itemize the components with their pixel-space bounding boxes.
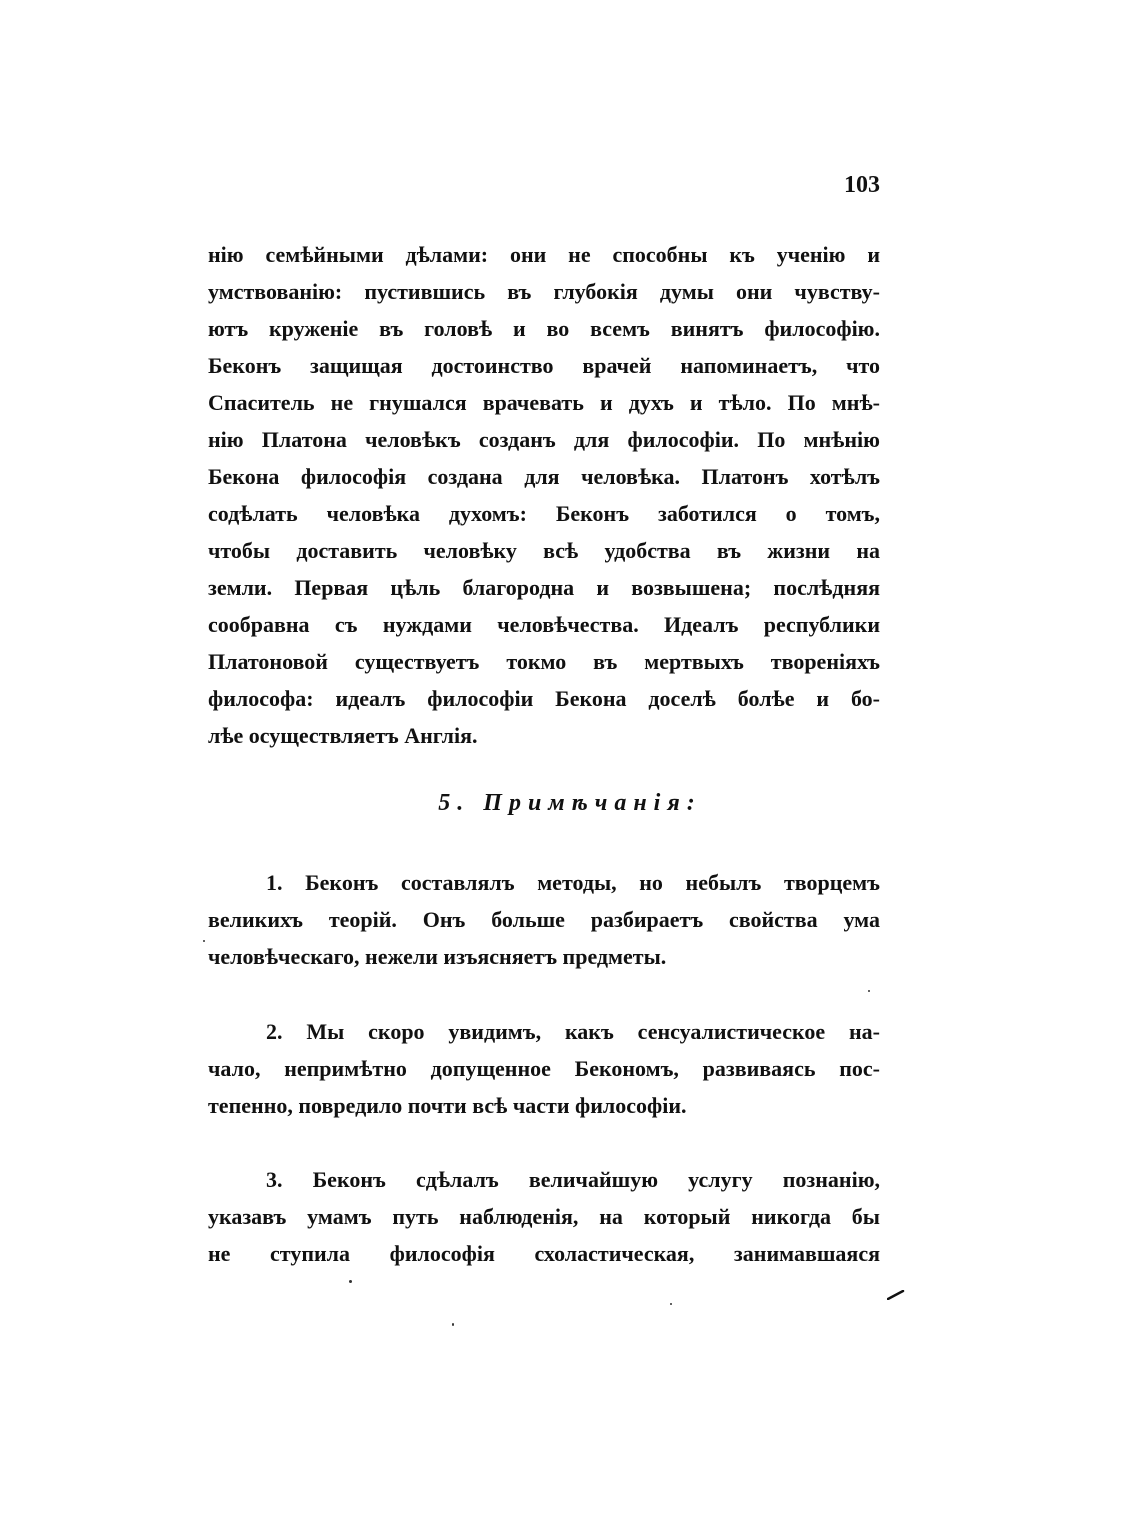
- ink-mark-icon: [887, 1290, 905, 1300]
- note-line: не ступила философія схоластическая, занимавшаяся: [208, 1241, 880, 1266]
- text-line: ютъ круженіе въ головѣ и во всемъ винятъ философію.: [208, 316, 880, 341]
- scan-speck: [868, 990, 870, 992]
- scan-speck: [670, 1303, 672, 1305]
- text-line: Беконъ защищая достоинство врачей напоминаетъ, что: [208, 353, 880, 378]
- note-line: чало, непримѣтно допущенное Бекономъ, развиваясь пос-: [208, 1056, 880, 1081]
- page-number: 103: [844, 172, 880, 198]
- text-line: умствованію: пустившись въ глубокія думы они чувству-: [208, 279, 880, 304]
- note-2: [208, 1013, 880, 1124]
- section-heading: 5. Примѣчанія:: [438, 790, 702, 816]
- scan-speck: [452, 1323, 454, 1326]
- text-line: нію Платона человѣкъ созданъ для философіи. По мнѣнію: [208, 427, 880, 452]
- note-3: [208, 1161, 880, 1272]
- note-line: человѣческаго, нежели изъясняетъ предметы.: [208, 944, 667, 969]
- text-line: философа: идеалъ философіи Бекона доселѣ болѣе и бо-: [208, 686, 880, 711]
- text-line: содѣлать человѣка духомъ: Беконъ заботился о томъ,: [208, 501, 880, 526]
- text-line: лѣе осуществляетъ Англія.: [208, 723, 478, 748]
- text-line: чтобы доставить человѣку всѣ удобства въ жизни на: [208, 538, 880, 563]
- text-line: земли. Первая цѣль благородна и возвышена; послѣдняя: [208, 575, 880, 600]
- text-line: Платоновой существуетъ токмо въ мертвыхъ твореніяхъ: [208, 649, 880, 674]
- text-line: Бекона философія создана для человѣка. Платонъ хотѣлъ: [208, 464, 880, 489]
- note-line: 3. Беконъ сдѣлалъ величайшую услугу познанію,: [266, 1167, 880, 1192]
- text-line: Спаситель не гнушался врачевать и духъ и тѣло. По мнѣ-: [208, 390, 880, 415]
- text-line: сообравна съ нуждами человѣчества. Идеалъ республики: [208, 612, 880, 637]
- text-line: нію семѣйными дѣлами: они не способны къ ученію и: [208, 242, 880, 267]
- scan-speck: [203, 940, 205, 942]
- note-line: 1. Беконъ составлялъ методы, но небылъ творцемъ: [266, 870, 880, 895]
- scan-speck: [349, 1280, 352, 1283]
- note-line: указавъ умамъ путь наблюденія, на который никогда бы: [208, 1204, 880, 1229]
- note-line: великихъ теорій. Онъ больше разбираетъ свойства ума: [208, 907, 880, 932]
- note-1: [208, 864, 880, 975]
- note-line: тепенно, повредило почти всѣ части философіи.: [208, 1093, 687, 1118]
- main-paragraph: [208, 236, 880, 754]
- note-line: 2. Мы скоро увидимъ, какъ сенсуалистическое на-: [266, 1019, 880, 1044]
